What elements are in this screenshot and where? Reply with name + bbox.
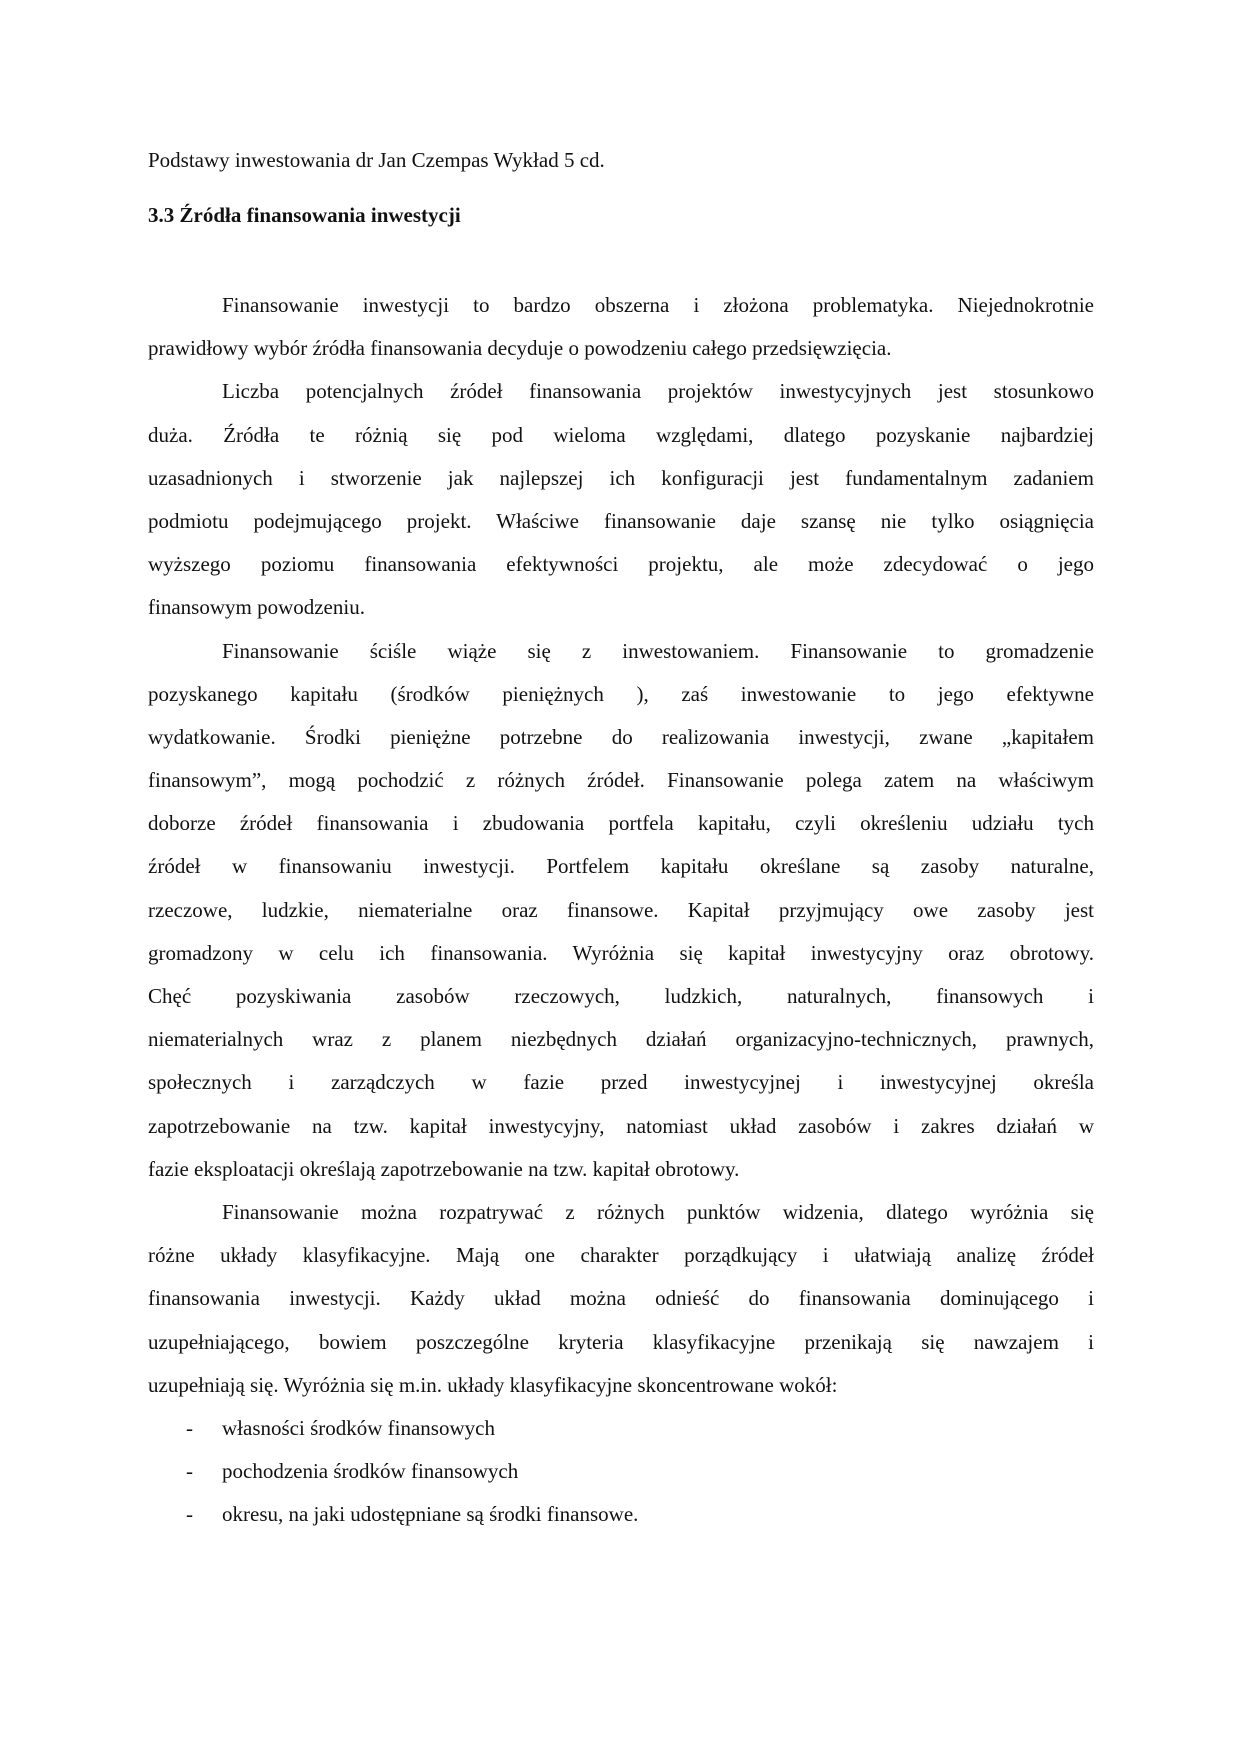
paragraph-line: Liczba potencjalnych źródeł finansowania projektów inwestycyjnych jest stosunkowo bbox=[222, 379, 1094, 404]
paragraph-line: Chęć pozyskiwania zasobów rzeczowych, ludzkich, naturalnych, finansowych i bbox=[148, 984, 1094, 1008]
paragraph-line: wydatkowanie. Środki pieniężne potrzebne do realizowania inwestycji, zwane „kapitałem bbox=[148, 724, 1094, 749]
paragraph bbox=[148, 284, 1094, 370]
paragraph-line: finansowania inwestycji. Każdy układ można odnieść do finansowania dominującego i bbox=[148, 1286, 1094, 1311]
paragraph-line: Finansowanie inwestycji to bardzo obszerna i złożona problematyka. Niejednokrotnie bbox=[222, 293, 1094, 317]
paragraph-line: prawidłowy wybór źródła finansowania decyduje o powodzeniu całego przedsięwzięcia. bbox=[148, 336, 892, 361]
list-item-text: okresu, na jaki udostępniane są środki finansowe. bbox=[222, 1502, 639, 1527]
paragraph-line: gromadzony w celu ich finansowania. Wyróżnia się kapitał inwestycyjny oraz obrotowy. bbox=[148, 940, 1094, 965]
paragraph-line: uzupełniającego, bowiem poszczególne kryteria klasyfikacyjne przenikają się nawzajem i bbox=[148, 1329, 1094, 1354]
document-body bbox=[148, 284, 1094, 1536]
paragraph-line: pozyskanego kapitału (środków pieniężnych ), zaś inwestowanie to jego efektywne bbox=[148, 681, 1094, 706]
list-item bbox=[148, 1407, 1094, 1450]
paragraph-line: uzupełniają się. Wyróżnia się m.in. układy klasyfikacyjne skoncentrowane wokół: bbox=[148, 1372, 838, 1397]
paragraph-line: niematerialnych wraz z planem niezbędnych działań organizacyjno-technicznych, prawnych, bbox=[148, 1027, 1094, 1052]
paragraph-line: duża. Źródła te różnią się pod wieloma względami, dlatego pozyskanie najbardziej bbox=[148, 422, 1094, 447]
dash-bullet-icon: - bbox=[186, 1459, 193, 1484]
paragraph-line: uzasadnionych i stworzenie jak najlepszej ich konfiguracji jest fundamentalnym zadaniem bbox=[148, 465, 1094, 490]
paragraph bbox=[148, 370, 1094, 629]
section-title: 3.3 Źródła finansowania inwestycji bbox=[148, 203, 461, 227]
list-item-text: własności środków finansowych bbox=[222, 1415, 495, 1440]
list-item-text: pochodzenia środków finansowych bbox=[222, 1459, 519, 1484]
document-header: Podstawy inwestowania dr Jan Czempas Wykład 5 cd. bbox=[148, 148, 605, 172]
list-item bbox=[148, 1493, 1094, 1536]
paragraph-line: Finansowanie ściśle wiąże się z inwestowaniem. Finansowanie to gromadzenie bbox=[222, 638, 1094, 663]
dash-bullet-icon: - bbox=[186, 1415, 193, 1440]
list-item bbox=[148, 1450, 1094, 1493]
paragraph-line: zapotrzebowanie na tzw. kapitał inwestycyjny, natomiast układ zasobów i zakres działań w bbox=[148, 1113, 1094, 1138]
bullet-list bbox=[148, 1407, 1094, 1537]
paragraph-line: społecznych i zarządczych w fazie przed inwestycyjnej i inwestycyjnej określa bbox=[148, 1070, 1094, 1095]
paragraph-line: źródeł w finansowaniu inwestycji. Portfelem kapitału określane są zasoby naturalne, bbox=[148, 854, 1094, 879]
paragraph-line: fazie eksploatacji określają zapotrzebowanie na tzw. kapitał obrotowy. bbox=[148, 1156, 740, 1181]
paragraph-line: podmiotu podejmującego projekt. Właściwe finansowanie daje szansę nie tylko osiągnięcia bbox=[148, 508, 1094, 533]
paragraph-line: finansowym”, mogą pochodzić z różnych źródeł. Finansowanie polega zatem na właściwym bbox=[148, 768, 1094, 793]
paragraph-line: finansowym powodzeniu. bbox=[148, 595, 365, 620]
paragraph-line: wyższego poziomu finansowania efektywności projektu, ale może zdecydować o jego bbox=[148, 552, 1094, 577]
paragraph bbox=[148, 1191, 1094, 1407]
paragraph-line: Finansowanie można rozpatrywać z różnych punktów widzenia, dlatego wyróżnia się bbox=[222, 1199, 1094, 1224]
dash-bullet-icon: - bbox=[186, 1502, 193, 1527]
paragraph-line: rzeczowe, ludzkie, niematerialne oraz finansowe. Kapitał przyjmujący owe zasoby jest bbox=[148, 897, 1094, 922]
paragraph bbox=[148, 630, 1094, 1191]
paragraph-line: różne układy klasyfikacyjne. Mają one charakter porządkujący i ułatwiają analizę źródeł bbox=[148, 1243, 1094, 1268]
paragraph-line: doborze źródeł finansowania i zbudowania portfela kapitału, czyli określeniu udziału tych bbox=[148, 811, 1094, 836]
